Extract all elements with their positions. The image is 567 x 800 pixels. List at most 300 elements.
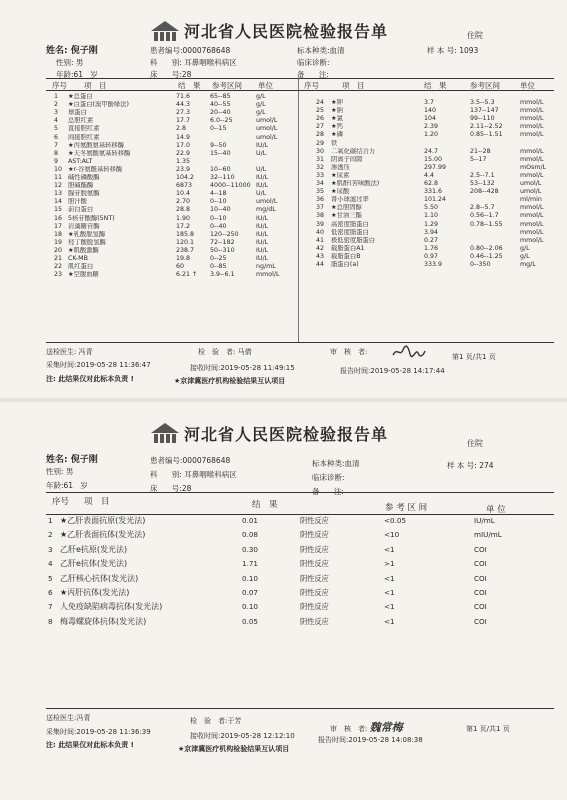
- cell-ref: 208--428: [470, 188, 499, 196]
- cell-seq: 18: [54, 230, 63, 238]
- report-title: 河北省人民医院检验报告单: [184, 22, 389, 41]
- cell-ref: <1: [384, 588, 395, 597]
- cell-unit: mmol/L: [520, 212, 544, 220]
- cell-item: ★钙: [331, 123, 343, 131]
- col-seq: 序号: [52, 81, 67, 90]
- cell-qualitative: 阴性反应: [300, 516, 329, 525]
- cell-item: 极低密度脂蛋白: [331, 236, 376, 244]
- cell-result: 120.1: [176, 238, 195, 246]
- cell-item: 球蛋白: [68, 109, 87, 117]
- cell-item: 胆碱酯酶: [68, 182, 94, 190]
- cell-unit: mmol/L: [520, 99, 544, 106]
- cell-unit: umol/L: [256, 117, 278, 125]
- col-unit-right: 单位: [520, 81, 535, 90]
- specimen-type: 标本种类:血清: [297, 46, 345, 55]
- cell-result: 17.2: [176, 222, 191, 230]
- cell-result: 28.8: [176, 206, 191, 214]
- auditor-signature-icon: [391, 345, 427, 362]
- cell-item: ★尿酸: [331, 188, 350, 196]
- table-row: [0, 557, 567, 571]
- cell-seq: 2: [48, 530, 53, 540]
- table-row: [0, 245, 567, 253]
- table-row: [0, 528, 567, 542]
- cell-item: 总胆红素: [68, 117, 94, 125]
- sample-number: 样 本 号: 1093: [427, 46, 479, 55]
- table-row: [0, 229, 567, 237]
- table-row: [0, 221, 567, 229]
- cell-result: 22.9: [176, 149, 191, 157]
- receive-time: 接收时间:2019-05-28 12:12:10: [190, 732, 295, 740]
- cell-unit: mmol/L: [256, 271, 280, 279]
- cell-result: 2.8: [176, 125, 187, 133]
- cell-unit: IU/L: [256, 174, 269, 181]
- cell-seq: 21: [54, 255, 63, 262]
- cell-unit: g/L: [256, 109, 266, 117]
- cell-seq: 31: [316, 155, 325, 163]
- cell-item: 腺苷脱氨酶: [68, 190, 100, 198]
- sender-doctor: 送检医生:冯青: [46, 714, 91, 722]
- cell-result: 10.4: [176, 190, 191, 198]
- cell-ref: <1: [384, 544, 395, 554]
- cell-ref: 3.9--6.1: [210, 271, 235, 279]
- cell-item: 直接胆红素: [68, 125, 100, 133]
- cell-ref: 53--132: [470, 180, 495, 187]
- cell-qualitative: 阴性反应: [300, 559, 329, 569]
- bed-number: 床 号:28: [150, 484, 192, 493]
- cell-seq: 33: [316, 171, 325, 179]
- cell-seq: 3: [54, 109, 59, 117]
- patient-sex: 性别: 男: [56, 58, 84, 67]
- cell-seq: 43: [316, 252, 325, 260]
- cell-result: 0.10: [242, 573, 259, 583]
- cell-result: 0.05: [242, 616, 259, 626]
- cell-item: 乙肝核心抗体(发光法): [60, 573, 139, 583]
- cell-unit: COI: [474, 573, 487, 583]
- patient-sex: 性别: 男: [46, 467, 74, 476]
- remarks: 备 注:: [297, 70, 329, 79]
- table-row: [0, 572, 567, 586]
- patient-age: 年龄:61 岁: [46, 481, 88, 490]
- cell-result: 331.6: [424, 188, 443, 196]
- cell-qualitative: 阴性反应: [300, 573, 329, 583]
- cell-seq: 2: [54, 101, 59, 109]
- cell-unit: ng/mL: [256, 263, 276, 271]
- cell-unit: COI: [474, 602, 487, 612]
- cell-result: 4.4: [424, 171, 435, 179]
- cell-item: 岩藻糖苷酶: [68, 222, 100, 230]
- cell-item: ★空腹血糖: [68, 271, 99, 279]
- cell-item: 胆汁酸: [68, 198, 87, 206]
- lab-report-biochemistry: [0, 0, 567, 398]
- cell-seq: 12: [54, 182, 63, 190]
- cell-item: 乙肝e抗体(发光法): [60, 559, 128, 569]
- cell-result: 2.70: [176, 198, 191, 206]
- col-seq: 序号: [52, 497, 70, 507]
- cell-unit: IU/L: [256, 222, 269, 230]
- cell-seq: 6: [54, 133, 59, 141]
- cell-item: 渗透压: [331, 163, 350, 171]
- cell-result: 71.6: [176, 93, 191, 100]
- cell-result: 60: [176, 263, 185, 271]
- cell-result: 0.10: [242, 602, 259, 612]
- cell-seq: 5: [54, 125, 59, 133]
- cell-item: 脂蛋白(a): [331, 261, 359, 268]
- cell-result: 3.7: [424, 99, 435, 106]
- cell-seq: 9: [54, 157, 59, 165]
- table-row: [0, 156, 567, 164]
- hospital-logo-icon: [150, 20, 180, 42]
- cell-ref: 6.0--25: [210, 117, 233, 125]
- cell-seq: 30: [316, 147, 325, 155]
- col-result: 结 果: [252, 500, 278, 510]
- cell-result: 19.8: [176, 255, 191, 262]
- cell-unit: g/L: [520, 244, 530, 252]
- cell-seq: 32: [316, 163, 325, 171]
- cell-ref: 0--15: [210, 125, 227, 133]
- cell-result: 140: [424, 107, 437, 115]
- table-row: [0, 271, 567, 279]
- cell-result: 27.3: [176, 109, 191, 117]
- clinical-diagnosis: 临床诊断:: [297, 58, 330, 67]
- table-bottom-rule: [46, 708, 554, 709]
- cell-unit: umol/L: [256, 133, 278, 141]
- cell-item: ★钠: [331, 107, 343, 115]
- cell-unit: IU/mL: [474, 516, 495, 525]
- cell-result: 23.9: [176, 165, 191, 173]
- cell-item: ★磷: [331, 131, 343, 139]
- table-row: [0, 180, 567, 188]
- cell-unit: g/L: [520, 252, 530, 260]
- cell-item: 阴离子间隙: [331, 155, 363, 163]
- cell-ref: 0.85--1.51: [470, 131, 503, 139]
- cell-seq: 22: [54, 263, 63, 271]
- cell-seq: 15: [54, 206, 63, 214]
- table-row: [0, 172, 567, 180]
- cell-unit: umol/L: [256, 125, 278, 133]
- cell-unit: mmol/L: [520, 220, 544, 228]
- cell-item: 载脂蛋白B: [331, 252, 361, 260]
- cell-item: ★白蛋白(溴甲酚绿法): [68, 101, 129, 109]
- mutual-recognition-note: ★京津冀医疗机构检验结果互认项目: [174, 377, 286, 385]
- cell-result: 0.27: [424, 236, 439, 244]
- cell-result: 24.7: [424, 147, 439, 155]
- cell-seq: 19: [54, 238, 63, 246]
- col-ref: 参 考 区 间: [385, 503, 428, 513]
- cell-ref: 5--17: [470, 155, 487, 163]
- bed-number: 床 号:28: [150, 70, 192, 79]
- cell-seq: 38: [316, 212, 325, 220]
- table-row: [0, 212, 567, 220]
- cell-unit: mmol/L: [520, 236, 544, 244]
- cell-item: 梅毒螺旋体抗体(发光法): [60, 616, 147, 626]
- cell-item: ★r-谷氨酰基转移酶: [68, 165, 123, 173]
- cell-seq: 5: [48, 573, 53, 583]
- cell-result: 1.10: [424, 212, 439, 220]
- cell-result: 3.94: [424, 228, 439, 236]
- receive-time: 接收时间:2019-05-28 11:49:15: [190, 364, 295, 372]
- table-row: [0, 164, 567, 172]
- cell-qualitative: 阴性反应: [300, 602, 329, 612]
- cell-result: 44.3: [176, 101, 191, 109]
- cell-result: 101.24: [424, 196, 447, 204]
- collect-time: 采集时间:2019-05-28 11:36:39: [46, 728, 151, 736]
- cell-result: 104: [424, 115, 437, 123]
- cell-ref: 0--25: [210, 255, 227, 262]
- cell-unit: U/L: [256, 149, 267, 157]
- col-item: 项 目: [84, 497, 110, 507]
- cell-result: 62.8: [424, 180, 439, 187]
- cell-item: ★天冬氨酸氨基转移酶: [68, 149, 131, 157]
- cell-item: ★肌酐(苦味酸法): [331, 180, 380, 187]
- cell-seq: 4: [48, 559, 53, 569]
- cell-ref: 0.78--1.55: [470, 220, 503, 228]
- cell-seq: 3: [48, 544, 53, 554]
- cell-unit: mmol/L: [520, 155, 544, 163]
- cell-item: ★总蛋白: [68, 93, 93, 100]
- cell-seq: 40: [316, 228, 325, 236]
- cell-seq: 14: [54, 198, 63, 206]
- cell-item: 前白蛋白: [68, 206, 94, 214]
- cell-ref: 10--60: [210, 165, 231, 173]
- dept-type: 住院: [467, 439, 483, 448]
- cell-item: 肾小球滤过率: [331, 196, 369, 204]
- cell-unit: mg/L: [520, 261, 536, 268]
- checker: 检 验 者:于芳: [190, 717, 242, 725]
- dept-type: 住院: [467, 31, 483, 40]
- cell-seq: 6: [48, 588, 53, 597]
- cell-result: 1.71: [242, 559, 259, 569]
- table-row: [0, 196, 567, 204]
- cell-ref: 120--250: [210, 230, 239, 238]
- auditor: 审 核 者:: [330, 348, 368, 356]
- cell-result: 104.2: [176, 174, 195, 181]
- lab-report-serology: [0, 402, 567, 800]
- cell-result: 1.90: [176, 214, 191, 222]
- table-row: [0, 237, 567, 245]
- cell-item: 乙肝e抗原(发光法): [60, 544, 128, 554]
- cell-item: ★总胆固醇: [331, 204, 362, 212]
- auditor: 审 核 者: 魏常梅: [330, 721, 403, 734]
- cell-result: 0.30: [242, 544, 259, 554]
- table-row: [0, 107, 567, 115]
- cell-unit: umol/L: [520, 188, 542, 196]
- mutual-recognition-note: ★京津冀医疗机构检验结果互认项目: [178, 745, 290, 753]
- cell-item: 高密度脂蛋白: [331, 220, 369, 228]
- cell-ref: 4--18: [210, 190, 227, 198]
- cell-unit: IU/L: [256, 230, 269, 238]
- cell-item: 5核苷酸酶(5NT): [68, 214, 115, 222]
- cell-unit: COI: [474, 616, 487, 626]
- cell-item: CK-MB: [68, 255, 88, 262]
- col-ref-right: 参考区间: [470, 81, 500, 90]
- cell-unit: g/L: [256, 101, 266, 109]
- cell-unit: COI: [474, 588, 487, 597]
- cell-seq: 41: [316, 236, 325, 244]
- cell-unit: IU/L: [256, 141, 269, 149]
- cell-item: 碱性磷酸酶: [68, 174, 100, 181]
- cell-unit: mmol/L: [520, 147, 544, 155]
- cell-ref: 9--50: [210, 141, 227, 149]
- cell-result: 297.99: [424, 163, 447, 171]
- cell-result: 185.8: [176, 230, 195, 238]
- table-row: [0, 115, 567, 123]
- col-item: 项 目: [84, 81, 107, 90]
- table-top-rule: [46, 492, 554, 493]
- col-seq-right: 序号: [304, 81, 319, 90]
- cell-unit: U/L: [256, 165, 267, 173]
- cell-unit: mmol/L: [520, 171, 544, 179]
- cell-unit: ml/min: [520, 196, 542, 204]
- cell-ref: 99--110: [470, 115, 495, 123]
- cell-item: ★乙肝表面抗原(发光法): [60, 516, 146, 525]
- col-ref: 参考区间: [212, 81, 242, 90]
- cell-unit: mIU/mL: [474, 530, 502, 540]
- cell-ref: 0--10: [210, 214, 227, 222]
- cell-unit: g/L: [256, 93, 266, 100]
- cell-ref: 3.5--5.3: [470, 99, 495, 106]
- cell-ref: 40--55: [210, 101, 231, 109]
- cell-unit: mmol/L: [520, 107, 544, 115]
- cell-seq: 8: [48, 616, 53, 626]
- cell-item: ★丙肝抗体(发光法): [60, 588, 130, 597]
- department: 科 别: 耳鼻咽喉科病区: [150, 470, 237, 479]
- cell-item: ★氯: [331, 115, 343, 123]
- department: 科 别: 耳鼻咽喉科病区: [150, 58, 237, 67]
- table-row: [0, 600, 567, 614]
- cell-result: 6873: [176, 182, 193, 190]
- cell-ref: 0--85: [210, 263, 227, 271]
- cell-unit: IU/L: [256, 255, 269, 262]
- specimen-type: 标本种类:血清: [312, 459, 360, 468]
- cell-ref: <1: [384, 616, 395, 626]
- cell-item: 载脂蛋白A1: [331, 244, 365, 252]
- cell-result: 17.0: [176, 141, 191, 149]
- cell-result: 5.50: [424, 204, 439, 212]
- cell-result: 0.08: [242, 530, 259, 540]
- cell-ref: 0--10: [210, 198, 227, 206]
- cell-ref: <0.05: [384, 516, 407, 525]
- cell-result: 1.20: [424, 131, 439, 139]
- cell-seq: 24: [316, 99, 325, 106]
- table-row: [0, 131, 567, 139]
- cell-seq: 4: [54, 117, 59, 125]
- patient-id: 患者编号:0000768648: [150, 46, 231, 55]
- col-unit: 单 位: [486, 505, 506, 515]
- cell-seq: 8: [54, 149, 59, 157]
- cell-unit: mmol/L: [520, 204, 544, 212]
- cell-unit: COI: [474, 544, 487, 554]
- cell-ref: 137--147: [470, 107, 499, 115]
- cell-seq: 39: [316, 220, 325, 228]
- cell-result: 1.76: [424, 244, 439, 252]
- cell-seq: 17: [54, 222, 63, 230]
- cell-unit: mmol/L: [520, 228, 544, 236]
- cell-seq: 29: [316, 139, 325, 147]
- cell-ref: 2.5--7.1: [470, 171, 495, 179]
- cell-unit: mmol/L: [520, 131, 544, 139]
- cell-ref: 2.8--5.7: [470, 204, 495, 212]
- cell-ref: 4000--11000: [210, 182, 251, 190]
- cell-result: 2.39: [424, 123, 439, 131]
- cell-ref: 65--85: [210, 93, 231, 100]
- cell-ref: <10: [384, 530, 400, 540]
- cell-result: 238.7: [176, 246, 195, 254]
- cell-ref: 21--28: [470, 147, 491, 155]
- cell-item: ★丙氨酸氨基转移酶: [68, 141, 125, 149]
- cell-unit: IU/L: [256, 246, 269, 254]
- sender-doctor: 送检医生: 冯青: [46, 348, 93, 356]
- cell-result: 0.01: [242, 516, 259, 525]
- cell-seq: 10: [54, 165, 63, 173]
- cell-ref: 0.56--1.7: [470, 212, 499, 220]
- cell-unit: umol/L: [520, 180, 542, 187]
- cell-result: 0.07: [242, 588, 259, 597]
- cell-unit: IU/L: [256, 182, 269, 190]
- cell-ref: 32--110: [210, 174, 235, 181]
- col-unit: 单位: [258, 81, 273, 90]
- cell-seq: 36: [316, 196, 325, 204]
- cell-result: 1.29: [424, 220, 439, 228]
- cell-item: ★肌酸激酶: [68, 246, 99, 254]
- cell-ref: 2.11--2.52: [470, 123, 503, 131]
- report-title: 河北省人民医院检验报告单: [184, 425, 389, 444]
- cell-seq: 34: [316, 180, 325, 187]
- cell-seq: 37: [316, 204, 325, 212]
- patient-name: 姓名: 倪子刚: [46, 455, 98, 465]
- table-row: [0, 204, 567, 212]
- disclaimer: 注: 此结果仅对此标本负责 !: [46, 375, 134, 383]
- cell-seq: 44: [316, 261, 325, 268]
- cell-result: 15.00: [424, 155, 443, 163]
- clinical-diagnosis: 临床诊断:: [312, 473, 345, 482]
- cell-item: 间接胆红素: [68, 133, 100, 141]
- auditor-signature: 魏常梅: [369, 721, 403, 734]
- cell-ref: 0.80--2.06: [470, 244, 503, 252]
- cell-seq: 1: [54, 93, 59, 100]
- cell-item: ★甘油三酯: [331, 212, 362, 220]
- cell-unit: mOsm/L: [520, 163, 547, 171]
- disclaimer: 注: 此结果仅对此标本负责 !: [46, 741, 134, 749]
- cell-item: ★钾: [331, 99, 343, 106]
- table-row: [0, 123, 567, 131]
- cell-item: 肌红蛋白: [68, 263, 94, 271]
- cell-item: 二氧化碳结合力: [331, 147, 376, 155]
- page-count: 第1 页/共1 页: [452, 353, 496, 361]
- cell-ref: >1: [384, 559, 395, 569]
- cell-ref: 10--40: [210, 206, 231, 214]
- cell-ref: <1: [384, 602, 395, 612]
- cell-item: ★尿素: [331, 171, 350, 179]
- cell-result: 1.35: [176, 157, 191, 165]
- cell-qualitative: 阴性反应: [300, 530, 329, 540]
- cell-qualitative: 阴性反应: [300, 588, 329, 597]
- cell-seq: 7: [48, 602, 53, 612]
- table-bottom-rule: [46, 342, 554, 343]
- cell-seq: 13: [54, 190, 63, 198]
- table-row: [0, 586, 567, 600]
- cell-unit: IU/L: [256, 214, 269, 222]
- page-count: 第1 页/共1 页: [466, 725, 510, 733]
- cell-seq: 11: [54, 174, 63, 181]
- cell-seq: 20: [54, 246, 63, 254]
- cell-seq: 16: [54, 214, 63, 222]
- cell-qualitative: 阴性反应: [300, 616, 329, 626]
- cell-unit: umol/L: [256, 198, 278, 206]
- cell-item: 人免疫缺陷病毒抗体(发光法): [60, 602, 163, 612]
- cell-result: 0.97: [424, 252, 439, 260]
- patient-age: 年龄:61 岁: [56, 70, 98, 79]
- table-row: [0, 148, 567, 156]
